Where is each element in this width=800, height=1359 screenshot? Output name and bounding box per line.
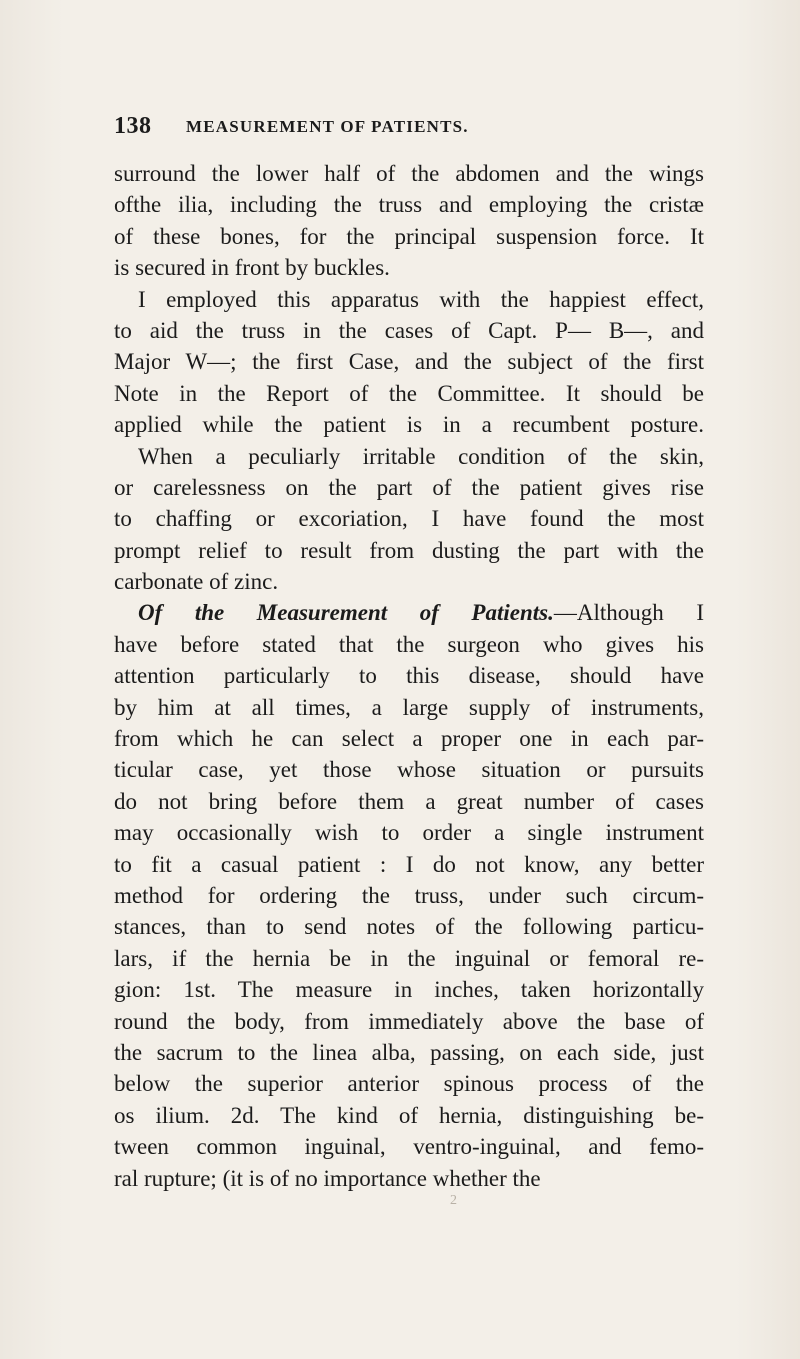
text-line: stances, than to send notes of the following particu- bbox=[114, 914, 704, 940]
text-line: is secured in front by buckles. bbox=[114, 255, 390, 281]
text-line: may occasionally wish to order a single instrument bbox=[114, 820, 704, 846]
section-heading-line bbox=[114, 597, 704, 628]
text-line: gion: 1st. The measure in inches, taken horizontally bbox=[114, 977, 704, 1003]
body-text bbox=[114, 158, 704, 1194]
text-line: or carelessness on the part of the patient gives rise bbox=[114, 474, 704, 500]
text-line: to chaffing or excoriation, I have found the most bbox=[114, 506, 704, 532]
text-line: Note in the Report of the Committee. It should be bbox=[114, 380, 704, 406]
text-line: ral rupture; (it is of no importance whether the bbox=[114, 1165, 541, 1191]
text-line: —Although I bbox=[553, 600, 704, 626]
text-line: surround the lower half of the abdomen and the wings bbox=[114, 161, 704, 186]
text-line: When a peculiarly irritable condition of the skin, bbox=[138, 443, 704, 469]
text-line: below the superior anterior spinous process of the bbox=[114, 1071, 704, 1097]
page-number: 138 bbox=[114, 113, 152, 139]
text-line: os ilium. 2d. The kind of hernia, distinguishing be- bbox=[114, 1102, 704, 1128]
text-line: Major W—; the first Case, and the subject of the first bbox=[114, 349, 704, 375]
text-line: I employed this apparatus with the happiest effect, bbox=[138, 286, 704, 312]
text-line: attention particularly to this disease, should have bbox=[114, 663, 704, 689]
text-line: ticular case, yet those whose situation or pursuits bbox=[114, 757, 704, 783]
page-header bbox=[114, 113, 704, 143]
text-line: ofthe ilia, including the truss and employing the cristæ bbox=[114, 192, 704, 218]
text-line: the sacrum to the linea alba, passing, on each side, just bbox=[114, 1039, 704, 1065]
text-line: from which he can select a proper one in each par- bbox=[114, 726, 704, 752]
text-line: applied while the patient is in a recumbent posture. bbox=[114, 412, 704, 438]
section-heading: Of the Measurement of Patients. bbox=[138, 600, 554, 626]
text-line: to aid the truss in the cases of Capt. P— B—, and bbox=[114, 317, 704, 343]
text-line: to fit a casual patient : I do not know, any better bbox=[114, 851, 704, 877]
text-line: have before stated that the surgeon who gives his bbox=[114, 631, 704, 657]
text-line: lars, if the hernia be in the inguinal or femoral re- bbox=[114, 945, 704, 971]
text-line: method for ordering the truss, under such circum- bbox=[114, 882, 704, 908]
text-line: prompt relief to result from dusting the part with the bbox=[114, 537, 704, 563]
text-line: carbonate of zinc. bbox=[114, 569, 279, 595]
text-line: tween common inguinal, ventro-inguinal, and femo- bbox=[114, 1134, 704, 1160]
text-line: of these bones, for the principal suspension force. It bbox=[114, 223, 704, 249]
text-line: do not bring before them a great number of cases bbox=[114, 788, 704, 814]
running-head: MEASUREMENT OF PATIENTS. bbox=[186, 117, 469, 136]
text-line: round the body, from immediately above the base of bbox=[114, 1008, 704, 1034]
text-line: by him at all times, a large supply of instruments, bbox=[114, 694, 704, 720]
signature-mark: 2 bbox=[450, 1193, 457, 1208]
